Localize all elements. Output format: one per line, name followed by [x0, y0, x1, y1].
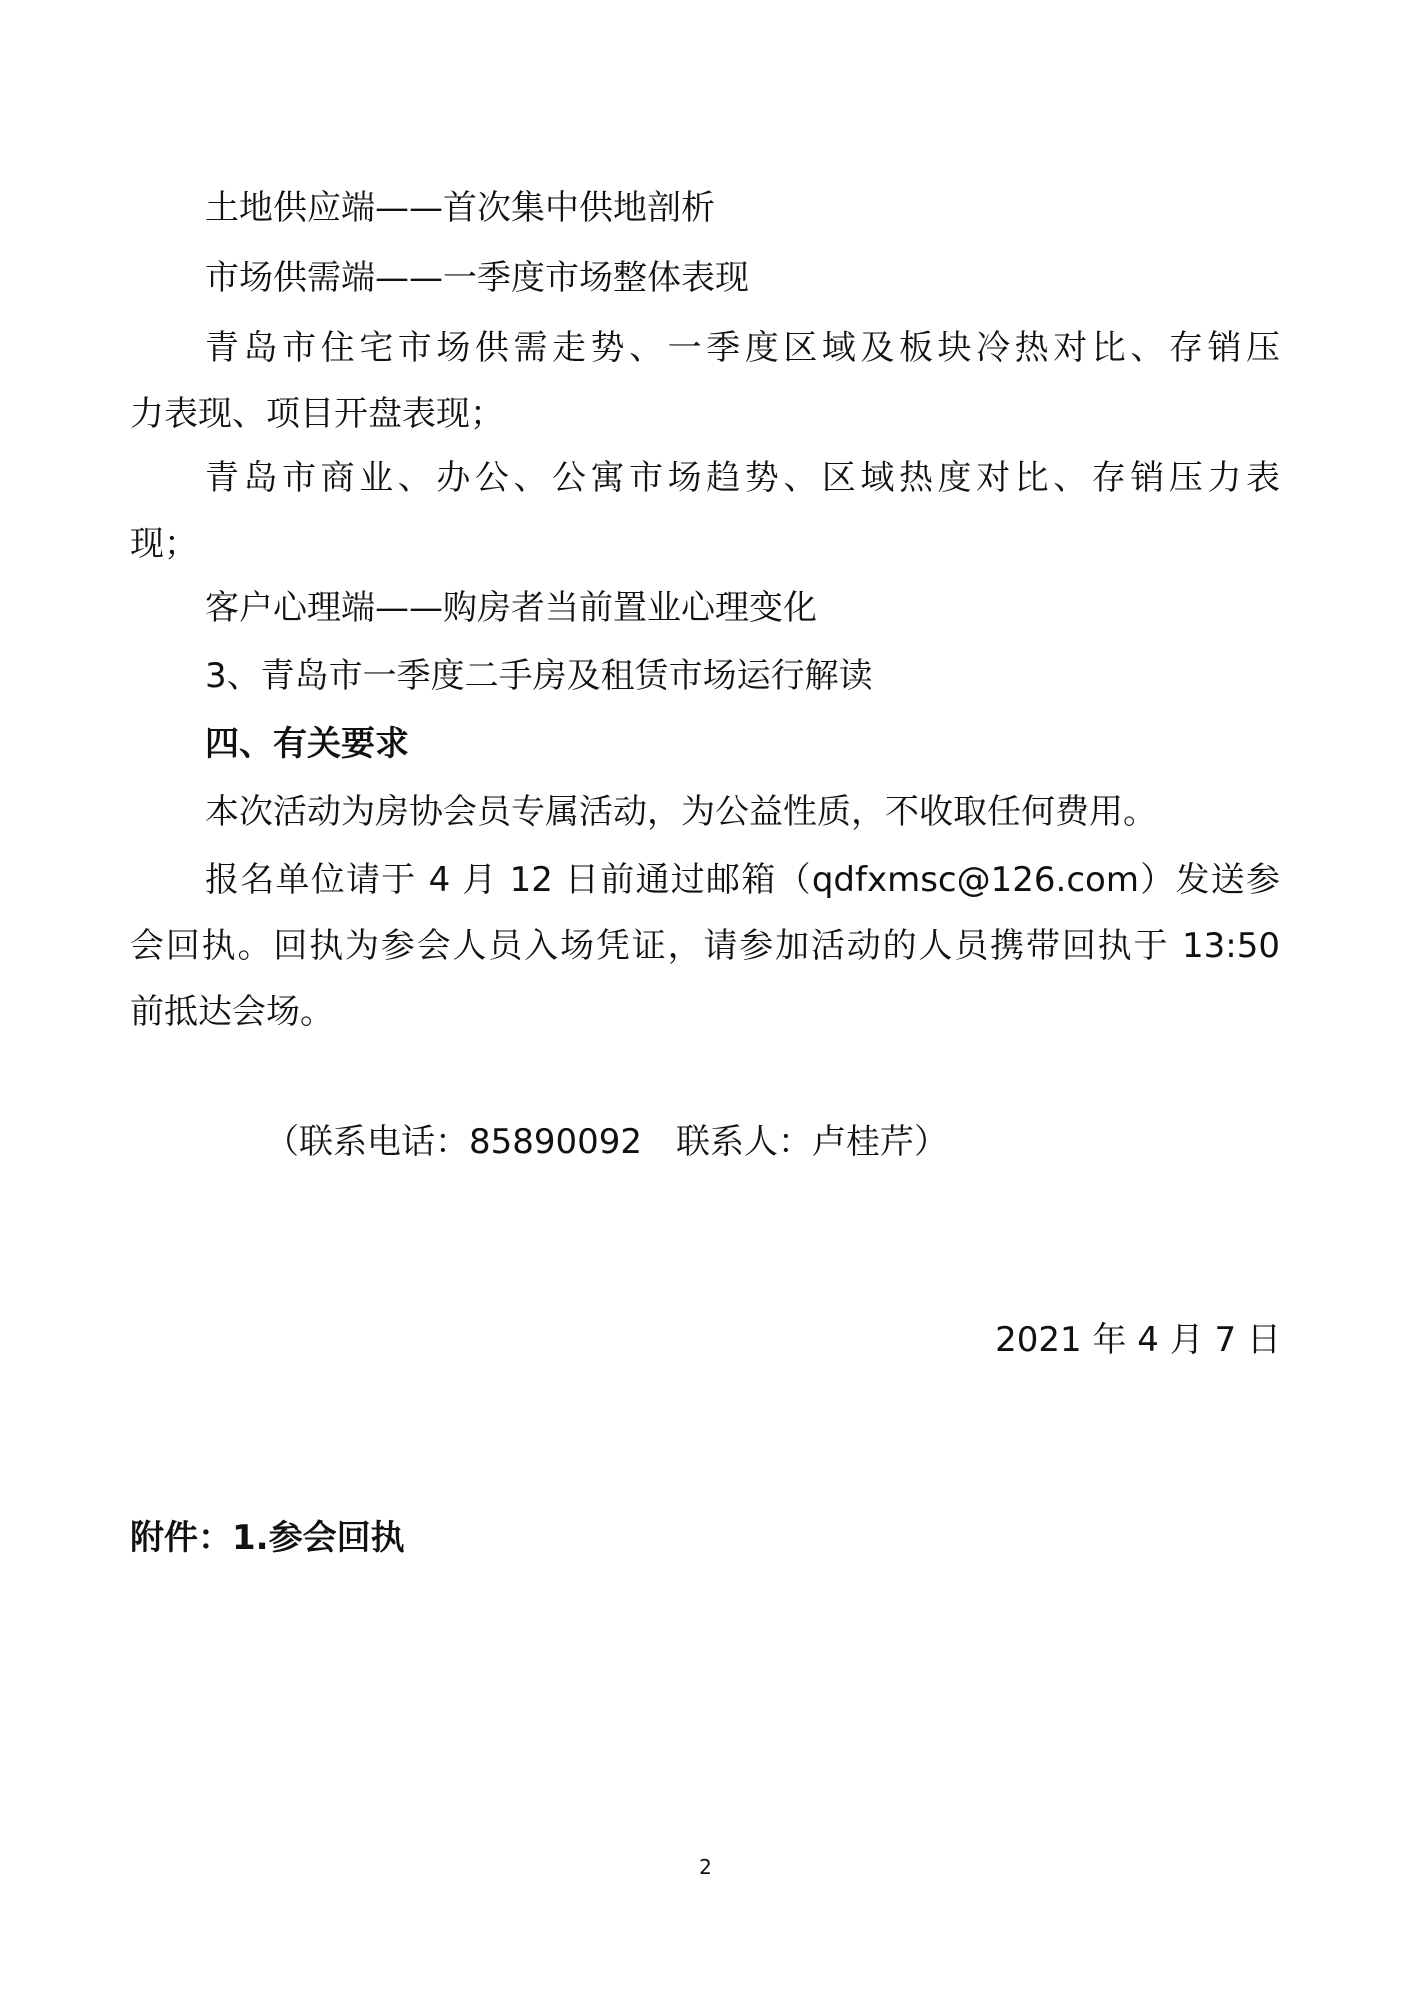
body-line: 青岛市住宅市场供需走势、一季度区域及板块冷热对比、存销压	[205, 328, 1280, 368]
body-line: 现；	[130, 524, 198, 564]
body-line: 客户心理端——购房者当前置业心理变化	[205, 588, 817, 628]
body-line: 青岛市商业、办公、公寓市场趋势、区域热度对比、存销压力表	[205, 458, 1280, 498]
page-number: 2	[699, 1855, 712, 1879]
requirement-line: 前抵达会场。	[130, 992, 334, 1032]
section-heading: 四、有关要求	[205, 724, 409, 764]
requirement-line: 报名单位请于 4 月 12 日前通过邮箱（qdfxmsc@126.com）发送参	[205, 860, 1280, 900]
requirement-line: 会回执。回执为参会人员入场凭证，请参加活动的人员携带回执于 13:50	[130, 926, 1280, 966]
document-date: 2021 年 4 月 7 日	[995, 1320, 1281, 1360]
body-line: 3、青岛市一季度二手房及租赁市场运行解读	[205, 656, 873, 696]
attachment-note: 附件：1.参会回执	[130, 1518, 405, 1558]
contact-info: （联系电话：85890092 联系人：卢桂芹）	[265, 1122, 949, 1162]
body-line: 土地供应端——首次集中供地剖析	[205, 188, 715, 228]
body-line: 市场供需端——一季度市场整体表现	[205, 258, 749, 298]
body-line: 力表现、项目开盘表现；	[130, 394, 504, 434]
requirement-line: 本次活动为房协会员专属活动，为公益性质，不收取任何费用。	[205, 792, 1157, 832]
